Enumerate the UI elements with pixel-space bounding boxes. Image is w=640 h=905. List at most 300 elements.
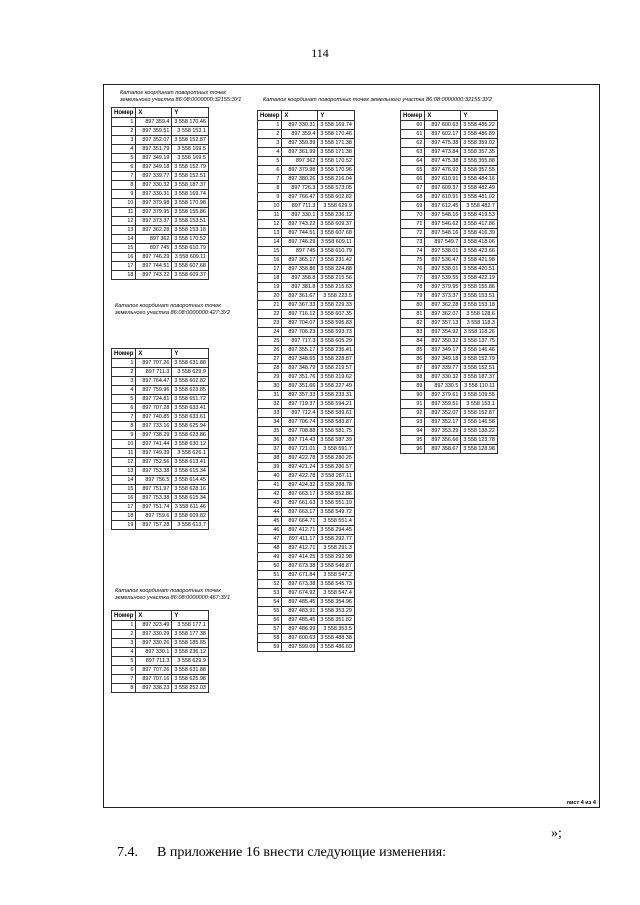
cell-y: 3 558 583.87 xyxy=(318,418,354,427)
cell-n: 2 xyxy=(112,368,136,377)
cell-y: 3 558 629.9 xyxy=(172,657,208,666)
table-row xyxy=(112,118,209,127)
cell-n: 58 xyxy=(258,634,282,643)
cell-x: 897 330.26 xyxy=(136,639,172,648)
cell-n: 34 xyxy=(258,418,282,427)
cell-x: 897 746.29 xyxy=(136,253,172,262)
cell-x: 897 349.17 xyxy=(425,346,461,355)
cell-n: 3 xyxy=(258,139,282,148)
cell-n: 56 xyxy=(258,616,282,625)
cell-x: 897 759.96 xyxy=(136,386,172,395)
cell-x: 897 661.63 xyxy=(282,499,318,508)
cell-y: 3 558 602.82 xyxy=(318,193,354,202)
cell-n: 3 xyxy=(112,136,136,145)
cell-n: 10 xyxy=(112,440,136,449)
cell-y: 3 558 482.7 xyxy=(461,202,497,211)
cell-x: 897 350.32 xyxy=(425,337,461,346)
cell-x: 897 539.55 xyxy=(425,274,461,283)
cell-x: 897 356.66 xyxy=(425,436,461,445)
cell-n: 80 xyxy=(401,301,425,310)
cell-x: 897 743.22 xyxy=(136,271,172,280)
cell-x: 897 422.78 xyxy=(282,472,318,481)
table-row xyxy=(401,247,498,256)
cell-x: 897 362.28 xyxy=(425,301,461,310)
table-row xyxy=(112,395,209,404)
cell-y: 3 558 607.35 xyxy=(318,310,354,319)
cell-n: 53 xyxy=(258,589,282,598)
table-row xyxy=(401,400,498,409)
table-row xyxy=(401,229,498,238)
table-row xyxy=(258,247,355,256)
table-row xyxy=(112,639,209,648)
cell-y: 3 558 486.89 xyxy=(461,130,497,139)
table-row xyxy=(401,310,498,319)
cell-x: 897 355.17 xyxy=(282,346,318,355)
cell-x: 897 359.4 xyxy=(136,118,172,127)
table-row xyxy=(112,181,209,190)
table-row xyxy=(258,481,355,490)
cell-n: 6 xyxy=(112,666,136,675)
cell-x: 897 422.78 xyxy=(282,454,318,463)
table-header-row xyxy=(401,111,498,121)
cell-x: 897 707.28 xyxy=(136,404,172,413)
table-row xyxy=(401,283,498,292)
cell-y: 3 558 629.9 xyxy=(172,368,208,377)
cell-x: 897 711.3 xyxy=(136,657,172,666)
header-x: X xyxy=(136,349,172,359)
cell-x: 897 361.99 xyxy=(282,148,318,157)
cell-n: 10 xyxy=(258,202,282,211)
cell-y: 3 558 118.26 xyxy=(461,328,497,337)
table-row xyxy=(401,382,498,391)
cell-n: 88 xyxy=(401,373,425,382)
cell-x: 897 349.18 xyxy=(425,355,461,364)
cell-y: 3 558 351.82 xyxy=(318,616,354,625)
cell-n: 61 xyxy=(401,130,425,139)
cell-x: 897 707.26 xyxy=(136,359,172,368)
table-header-row xyxy=(258,111,355,121)
cell-n: 26 xyxy=(258,346,282,355)
cell-n: 15 xyxy=(112,485,136,494)
cell-n: 76 xyxy=(401,265,425,274)
cell-n: 14 xyxy=(112,476,136,485)
cell-x: 897 330.5 xyxy=(425,382,461,391)
cell-x: 897 759.6 xyxy=(136,512,172,521)
cell-x: 897 548.16 xyxy=(425,211,461,220)
cell-y: 3 558 419.53 xyxy=(461,211,497,220)
cell-x: 897 752.56 xyxy=(136,458,172,467)
cell-x: 897 373.37 xyxy=(136,217,172,226)
cell-n: 84 xyxy=(401,337,425,346)
table-row xyxy=(401,130,498,139)
cell-n: 20 xyxy=(258,292,282,301)
cell-y: 3 558 177.1 xyxy=(172,621,208,630)
cell-y: 3 558 280.25 xyxy=(318,454,354,463)
cell-y: 3 558 219.62 xyxy=(318,373,354,382)
cell-n: 93 xyxy=(401,418,425,427)
table-row xyxy=(258,562,355,571)
cell-n: 63 xyxy=(401,148,425,157)
cell-x: 897 738.29 xyxy=(136,431,172,440)
cell-n: 16 xyxy=(258,256,282,265)
table-row xyxy=(112,127,209,136)
table-row xyxy=(258,265,355,274)
table-row xyxy=(112,226,209,235)
caption-table-1: Каталог координат поворотных точек земельного участка 86:08:0000000:32155:ЗУ1 xyxy=(120,90,242,103)
cell-x: 897 717.3 xyxy=(282,337,318,346)
coord-table-4-part-1 xyxy=(257,110,355,652)
cell-n: 11 xyxy=(112,449,136,458)
cell-y: 3 558 609.11 xyxy=(318,238,354,247)
cell-x: 897 751.97 xyxy=(136,485,172,494)
cell-n: 42 xyxy=(258,490,282,499)
cell-x: 897 707.26 xyxy=(136,666,172,675)
cell-y: 3 558 581.75 xyxy=(318,427,354,436)
cell-n: 12 xyxy=(258,220,282,229)
cell-n: 66 xyxy=(401,175,425,184)
cell-y: 3 558 422.19 xyxy=(461,274,497,283)
cell-n: 5 xyxy=(112,154,136,163)
cell-y: 3 558 615.34 xyxy=(172,494,208,503)
cell-x: 897 610.91 xyxy=(425,175,461,184)
closing-quote: »; xyxy=(551,826,562,841)
cell-x: 897 485.45 xyxy=(282,598,318,607)
table-row xyxy=(258,580,355,589)
cell-n: 85 xyxy=(401,346,425,355)
cell-n: 71 xyxy=(401,220,425,229)
cell-n: 15 xyxy=(258,247,282,256)
cell-x: 897 473.84 xyxy=(425,148,461,157)
cell-y: 3 558 602.82 xyxy=(172,377,208,386)
cell-x: 897 362 xyxy=(136,235,172,244)
cell-n: 33 xyxy=(258,409,282,418)
cell-n: 92 xyxy=(401,409,425,418)
cell-y: 3 558 291.3 xyxy=(318,544,354,553)
cell-x: 897 411.17 xyxy=(282,535,318,544)
cell-n: 49 xyxy=(258,553,282,562)
table-row xyxy=(112,476,209,485)
table-row xyxy=(258,607,355,616)
cell-x: 897 330.31 xyxy=(136,190,172,199)
table-row xyxy=(112,271,209,280)
cell-y: 3 558 418.06 xyxy=(461,238,497,247)
cell-n: 8 xyxy=(112,181,136,190)
table-row xyxy=(401,445,498,454)
cell-x: 897 549.7 xyxy=(425,238,461,247)
table-row xyxy=(112,521,209,530)
table-row xyxy=(401,409,498,418)
cell-n: 91 xyxy=(401,400,425,409)
sheet-label: лист 4 из 4 xyxy=(566,800,596,806)
cell-y: 3 558 170.52 xyxy=(172,235,208,244)
cell-y: 3 558 171.38 xyxy=(318,139,354,148)
cell-y: 3 558 153.18 xyxy=(461,301,497,310)
cell-y: 3 558 613.41 xyxy=(172,458,208,467)
table-row xyxy=(401,436,498,445)
cell-x: 897 609.37 xyxy=(425,184,461,193)
cell-y: 3 558 353.5 xyxy=(318,625,354,634)
table-row xyxy=(258,301,355,310)
cell-n: 72 xyxy=(401,229,425,238)
cell-n: 44 xyxy=(258,508,282,517)
cell-x: 897 546.62 xyxy=(425,220,461,229)
cell-n: 18 xyxy=(112,271,136,280)
cell-y: 3 558 359.02 xyxy=(461,139,497,148)
cell-y: 3 558 223.5 xyxy=(318,292,354,301)
cell-x: 897 359.51 xyxy=(425,400,461,409)
cell-y: 3 558 551.4 xyxy=(318,517,354,526)
cell-n: 16 xyxy=(112,494,136,503)
cell-y: 3 558 169.5 xyxy=(172,145,208,154)
cell-y: 3 558 152.87 xyxy=(461,409,497,418)
table-row xyxy=(112,217,209,226)
cell-y: 3 558 224.88 xyxy=(318,265,354,274)
table-row xyxy=(112,386,209,395)
table-row xyxy=(112,422,209,431)
cell-n: 81 xyxy=(401,310,425,319)
table-row xyxy=(112,163,209,172)
cell-x: 897 741.44 xyxy=(136,440,172,449)
table-row xyxy=(112,244,209,253)
cell-y: 3 558 235.41 xyxy=(318,346,354,355)
cell-n: 14 xyxy=(258,238,282,247)
cell-n: 9 xyxy=(112,190,136,199)
cell-y: 3 558 171.38 xyxy=(318,148,354,157)
cell-x: 897 764.47 xyxy=(136,377,172,386)
cell-n: 22 xyxy=(258,310,282,319)
cell-y: 3 558 633.41 xyxy=(172,404,208,413)
cell-y: 3 558 623.86 xyxy=(172,431,208,440)
cell-n: 94 xyxy=(401,427,425,436)
cell-y: 3 558 609.82 xyxy=(172,512,208,521)
cell-x: 897 744.51 xyxy=(136,262,172,271)
cell-x: 897 412.71 xyxy=(282,526,318,535)
cell-y: 3 558 109.55 xyxy=(461,391,497,400)
table-row xyxy=(258,130,355,139)
table-row xyxy=(258,373,355,382)
table-row xyxy=(258,400,355,409)
table-row xyxy=(258,355,355,364)
cell-y: 3 558 609.37 xyxy=(318,220,354,229)
cell-x: 897 664.71 xyxy=(282,517,318,526)
table-row xyxy=(112,684,209,693)
cell-x: 897 600.63 xyxy=(282,634,318,643)
cell-y: 3 558 137.75 xyxy=(461,337,497,346)
cell-x: 897 663.17 xyxy=(282,508,318,517)
cell-n: 60 xyxy=(401,121,425,130)
table-row xyxy=(258,409,355,418)
coord-table-4-part-2 xyxy=(400,110,498,454)
table-row xyxy=(401,391,498,400)
cell-n: 87 xyxy=(401,364,425,373)
cell-x: 897 485.45 xyxy=(282,616,318,625)
cell-n: 2 xyxy=(112,127,136,136)
table-row xyxy=(258,202,355,211)
table-row xyxy=(401,328,498,337)
table-row xyxy=(112,449,209,458)
table-row xyxy=(112,621,209,630)
cell-n: 69 xyxy=(401,202,425,211)
cell-x: 897 379.95 xyxy=(136,208,172,217)
cell-y: 3 558 128.98 xyxy=(461,445,497,454)
cell-y: 3 558 417.86 xyxy=(461,220,497,229)
caption-table-3: Каталог координат поворотных точек земельного участка 86:08:0000000:467:ЗУ1 xyxy=(115,588,231,601)
cell-x: 897 367.33 xyxy=(282,301,318,310)
table-row xyxy=(401,121,498,130)
cell-x: 897 719.37 xyxy=(282,400,318,409)
cell-y: 3 558 573.05 xyxy=(318,184,354,193)
cell-x: 897 357.13 xyxy=(425,319,461,328)
header-number: Номер xyxy=(112,108,136,118)
cell-n: 2 xyxy=(112,630,136,639)
cell-n: 46 xyxy=(258,526,282,535)
cell-y: 3 558 153.1 xyxy=(172,127,208,136)
header-number: Номер xyxy=(112,349,136,359)
cell-x: 897 353.29 xyxy=(425,427,461,436)
cell-y: 3 558 488.38 xyxy=(318,634,354,643)
cell-x: 897 359.4 xyxy=(282,130,318,139)
cell-n: 89 xyxy=(401,382,425,391)
cell-y: 3 558 187.37 xyxy=(461,373,497,382)
table-row xyxy=(258,328,355,337)
cell-y: 3 558 484.16 xyxy=(461,175,497,184)
cell-y: 3 558 482.49 xyxy=(461,184,497,193)
cell-n: 5 xyxy=(258,157,282,166)
cell-x: 897 671.84 xyxy=(282,571,318,580)
cell-x: 897 330.1 xyxy=(282,211,318,220)
cell-x: 897 351.76 xyxy=(282,373,318,382)
cell-y: 3 558 354.96 xyxy=(318,598,354,607)
cell-n: 21 xyxy=(258,301,282,310)
cell-n: 83 xyxy=(401,328,425,337)
cell-n: 43 xyxy=(258,499,282,508)
table-row xyxy=(258,517,355,526)
table-row xyxy=(401,184,498,193)
cell-x: 897 361.67 xyxy=(282,292,318,301)
cell-y: 3 558 169.74 xyxy=(172,190,208,199)
cell-y: 3 558 610.79 xyxy=(172,244,208,253)
cell-x: 897 673.38 xyxy=(282,580,318,589)
table-row xyxy=(401,148,498,157)
cell-y: 3 558 215.63 xyxy=(318,283,354,292)
cell-n: 12 xyxy=(112,458,136,467)
cell-y: 3 558 593.73 xyxy=(318,328,354,337)
cell-n: 7 xyxy=(112,172,136,181)
cell-x: 897 373.37 xyxy=(425,292,461,301)
table-row xyxy=(258,166,355,175)
cell-n: 77 xyxy=(401,274,425,283)
cell-x: 897 381.8 xyxy=(282,283,318,292)
cell-y: 3 558 631.88 xyxy=(172,359,208,368)
cell-y: 3 558 547.2 xyxy=(318,571,354,580)
header-y: Y xyxy=(318,111,354,121)
table-row xyxy=(401,265,498,274)
table-row xyxy=(258,526,355,535)
cell-y: 3 558 357.35 xyxy=(461,148,497,157)
table-row xyxy=(401,418,498,427)
table-row xyxy=(112,208,209,217)
table-header-row xyxy=(112,611,209,621)
cell-y: 3 558 292.77 xyxy=(318,535,354,544)
cell-n: 31 xyxy=(258,391,282,400)
cell-y: 3 558 551.19 xyxy=(318,499,354,508)
cell-y: 3 558 146.46 xyxy=(461,346,497,355)
table-row xyxy=(401,202,498,211)
cell-y: 3 558 552.86 xyxy=(318,490,354,499)
cell-y: 3 558 631.88 xyxy=(172,666,208,675)
cell-y: 3 558 216.04 xyxy=(318,175,354,184)
table-row xyxy=(258,274,355,283)
cell-n: 90 xyxy=(401,391,425,400)
cell-n: 3 xyxy=(112,377,136,386)
header-x: X xyxy=(136,611,172,621)
cell-y: 3 558 219.57 xyxy=(318,364,354,373)
table-row xyxy=(258,427,355,436)
cell-n: 25 xyxy=(258,337,282,346)
cell-y: 3 558 169.74 xyxy=(318,121,354,130)
cell-x: 897 359.51 xyxy=(136,127,172,136)
cell-x: 897 475.38 xyxy=(425,139,461,148)
cell-x: 897 424.32 xyxy=(282,481,318,490)
cell-x: 897 538.01 xyxy=(425,265,461,274)
cell-y: 3 558 155.86 xyxy=(172,208,208,217)
cell-x: 897 712.4 xyxy=(282,409,318,418)
table-row xyxy=(258,175,355,184)
table-row xyxy=(112,172,209,181)
cell-y: 3 558 423.66 xyxy=(461,247,497,256)
cell-y: 3 558 170.96 xyxy=(318,166,354,175)
cell-x: 897 330.32 xyxy=(136,181,172,190)
cell-y: 3 558 177.38 xyxy=(172,630,208,639)
cell-y: 3 558 288.78 xyxy=(318,481,354,490)
cell-n: 37 xyxy=(258,445,282,454)
cell-n: 17 xyxy=(112,262,136,271)
cell-y: 3 558 633.61 xyxy=(172,413,208,422)
cell-n: 82 xyxy=(401,319,425,328)
cell-y: 3 558 170.46 xyxy=(172,118,208,127)
cell-x: 897 746.29 xyxy=(282,238,318,247)
cell-x: 897 476.92 xyxy=(425,166,461,175)
table-row xyxy=(401,346,498,355)
header-number: Номер xyxy=(112,611,136,621)
cell-n: 6 xyxy=(258,166,282,175)
table-row xyxy=(112,413,209,422)
table-row xyxy=(258,193,355,202)
cell-x: 897 339.77 xyxy=(136,172,172,181)
cell-n: 4 xyxy=(112,145,136,154)
table-row xyxy=(401,166,498,175)
table-row xyxy=(258,472,355,481)
table-row xyxy=(401,337,498,346)
cell-x: 897 766.47 xyxy=(282,193,318,202)
cell-x: 897 349.19 xyxy=(136,154,172,163)
cell-n: 10 xyxy=(112,199,136,208)
cell-y: 3 558 292.98 xyxy=(318,553,354,562)
table-row xyxy=(258,391,355,400)
cell-x: 897 358.67 xyxy=(425,445,461,454)
cell-y: 3 558 231.42 xyxy=(318,256,354,265)
cell-n: 13 xyxy=(258,229,282,238)
cell-x: 897 365.17 xyxy=(282,256,318,265)
cell-y: 3 558 481.02 xyxy=(461,193,497,202)
cell-x: 897 348.79 xyxy=(282,364,318,373)
cell-x: 897 421.24 xyxy=(282,463,318,472)
table-row xyxy=(112,262,209,271)
cell-n: 5 xyxy=(112,657,136,666)
cell-n: 68 xyxy=(401,193,425,202)
cell-n: 1 xyxy=(258,121,282,130)
cell-y: 3 558 152.79 xyxy=(461,355,497,364)
